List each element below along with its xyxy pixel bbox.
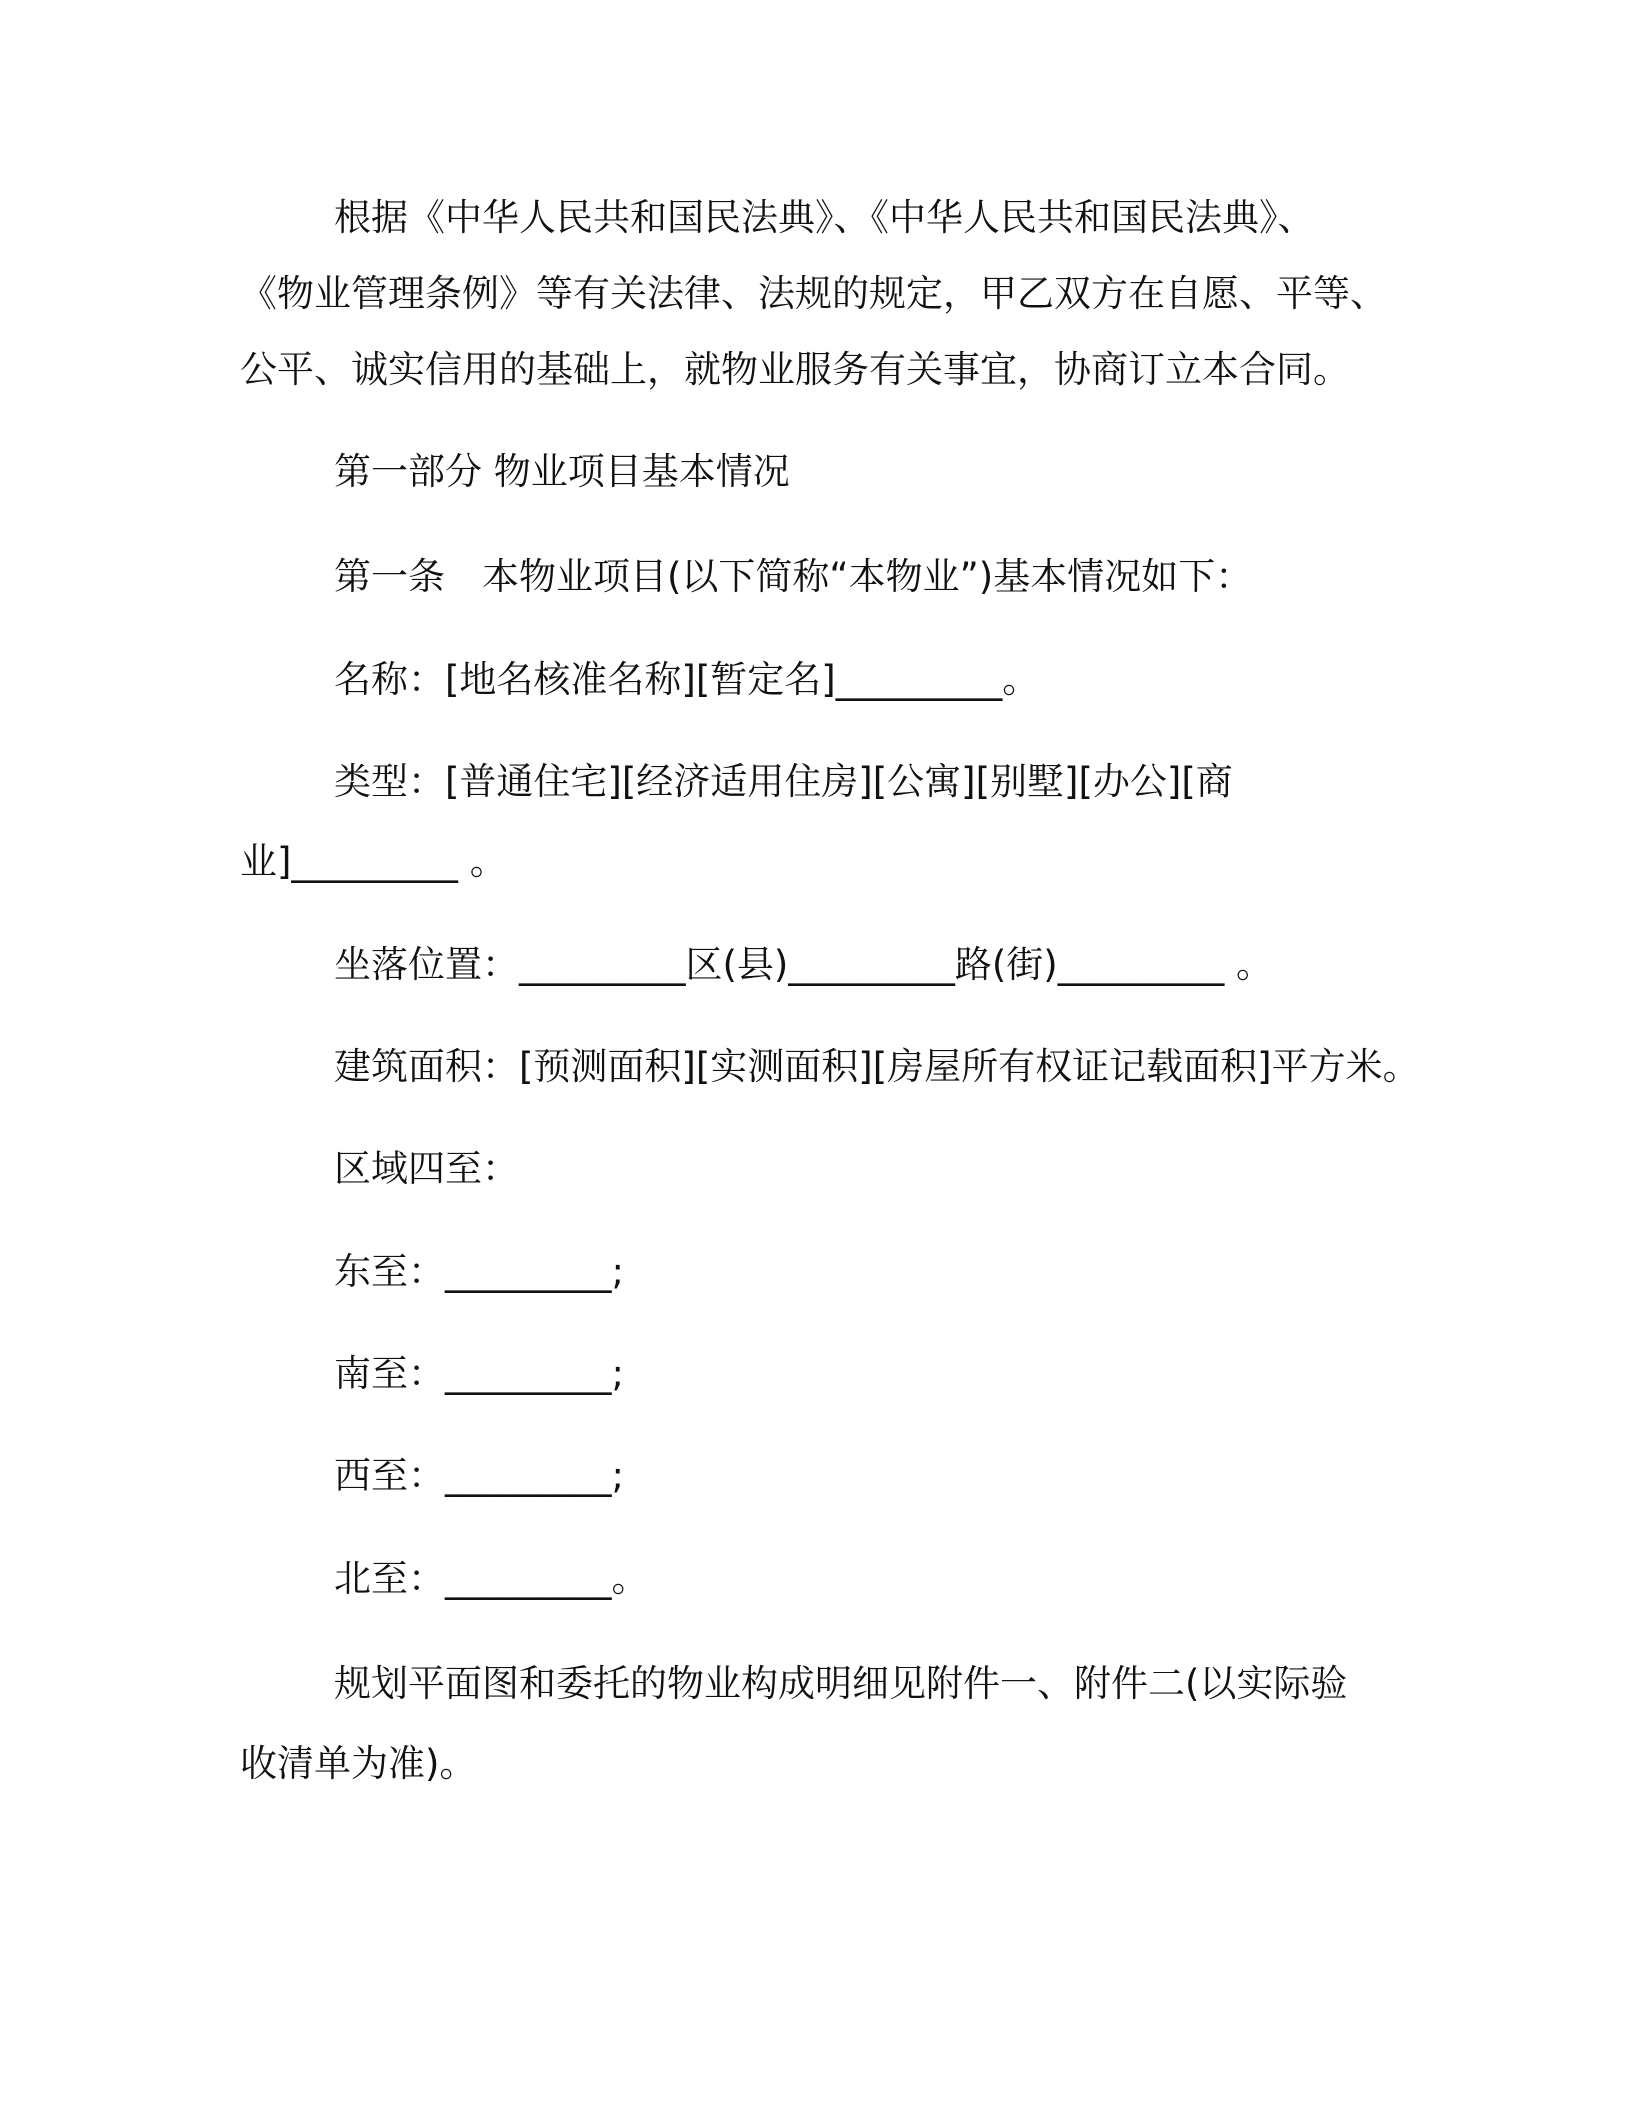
boundary-west: 西至：_________;: [334, 1454, 624, 1497]
intro-line-2: 《物业管理条例》等有关法律、法规的规定，甲乙双方在自愿、平等、: [240, 272, 1387, 315]
boundary-south: 南至：_________;: [334, 1352, 624, 1395]
boundary-north: 北至：_________。: [334, 1557, 649, 1600]
plan-line-2: 收清单为准)。: [240, 1742, 477, 1785]
boundary-east: 东至：_________;: [334, 1250, 624, 1293]
name-line: 名称：[地名核准名称][暂定名]_________。: [334, 658, 1040, 701]
boundary-heading: 区域四至：: [334, 1147, 519, 1190]
area-line: 建筑面积：[预测面积][实测面积][房屋所有权证记载面积]平方米。: [334, 1045, 1420, 1088]
part-heading: 第一部分 物业项目基本情况: [334, 450, 790, 493]
plan-line-1: 规划平面图和委托的物业构成明细见附件一、附件二(以实际验: [334, 1662, 1348, 1705]
intro-line-3: 公平、诚实信用的基础上，就物业服务有关事宜，协商订立本合同。: [240, 348, 1350, 391]
intro-line-1: 根据《中华人民共和国民法典》、《中华人民共和国民法典》、: [334, 196, 1315, 239]
location-line: 坐落位置：_________区(县)_________路(街)_________ 。: [334, 943, 1274, 986]
article-1: 第一条 本物业项目(以下简称“本物业”)基本情况如下：: [334, 555, 1253, 598]
type-line-1: 类型：[普通住宅][经济适用住房][公寓][别墅][办公][商: [334, 760, 1233, 803]
type-line-2: 业]_________ 。: [240, 840, 507, 883]
